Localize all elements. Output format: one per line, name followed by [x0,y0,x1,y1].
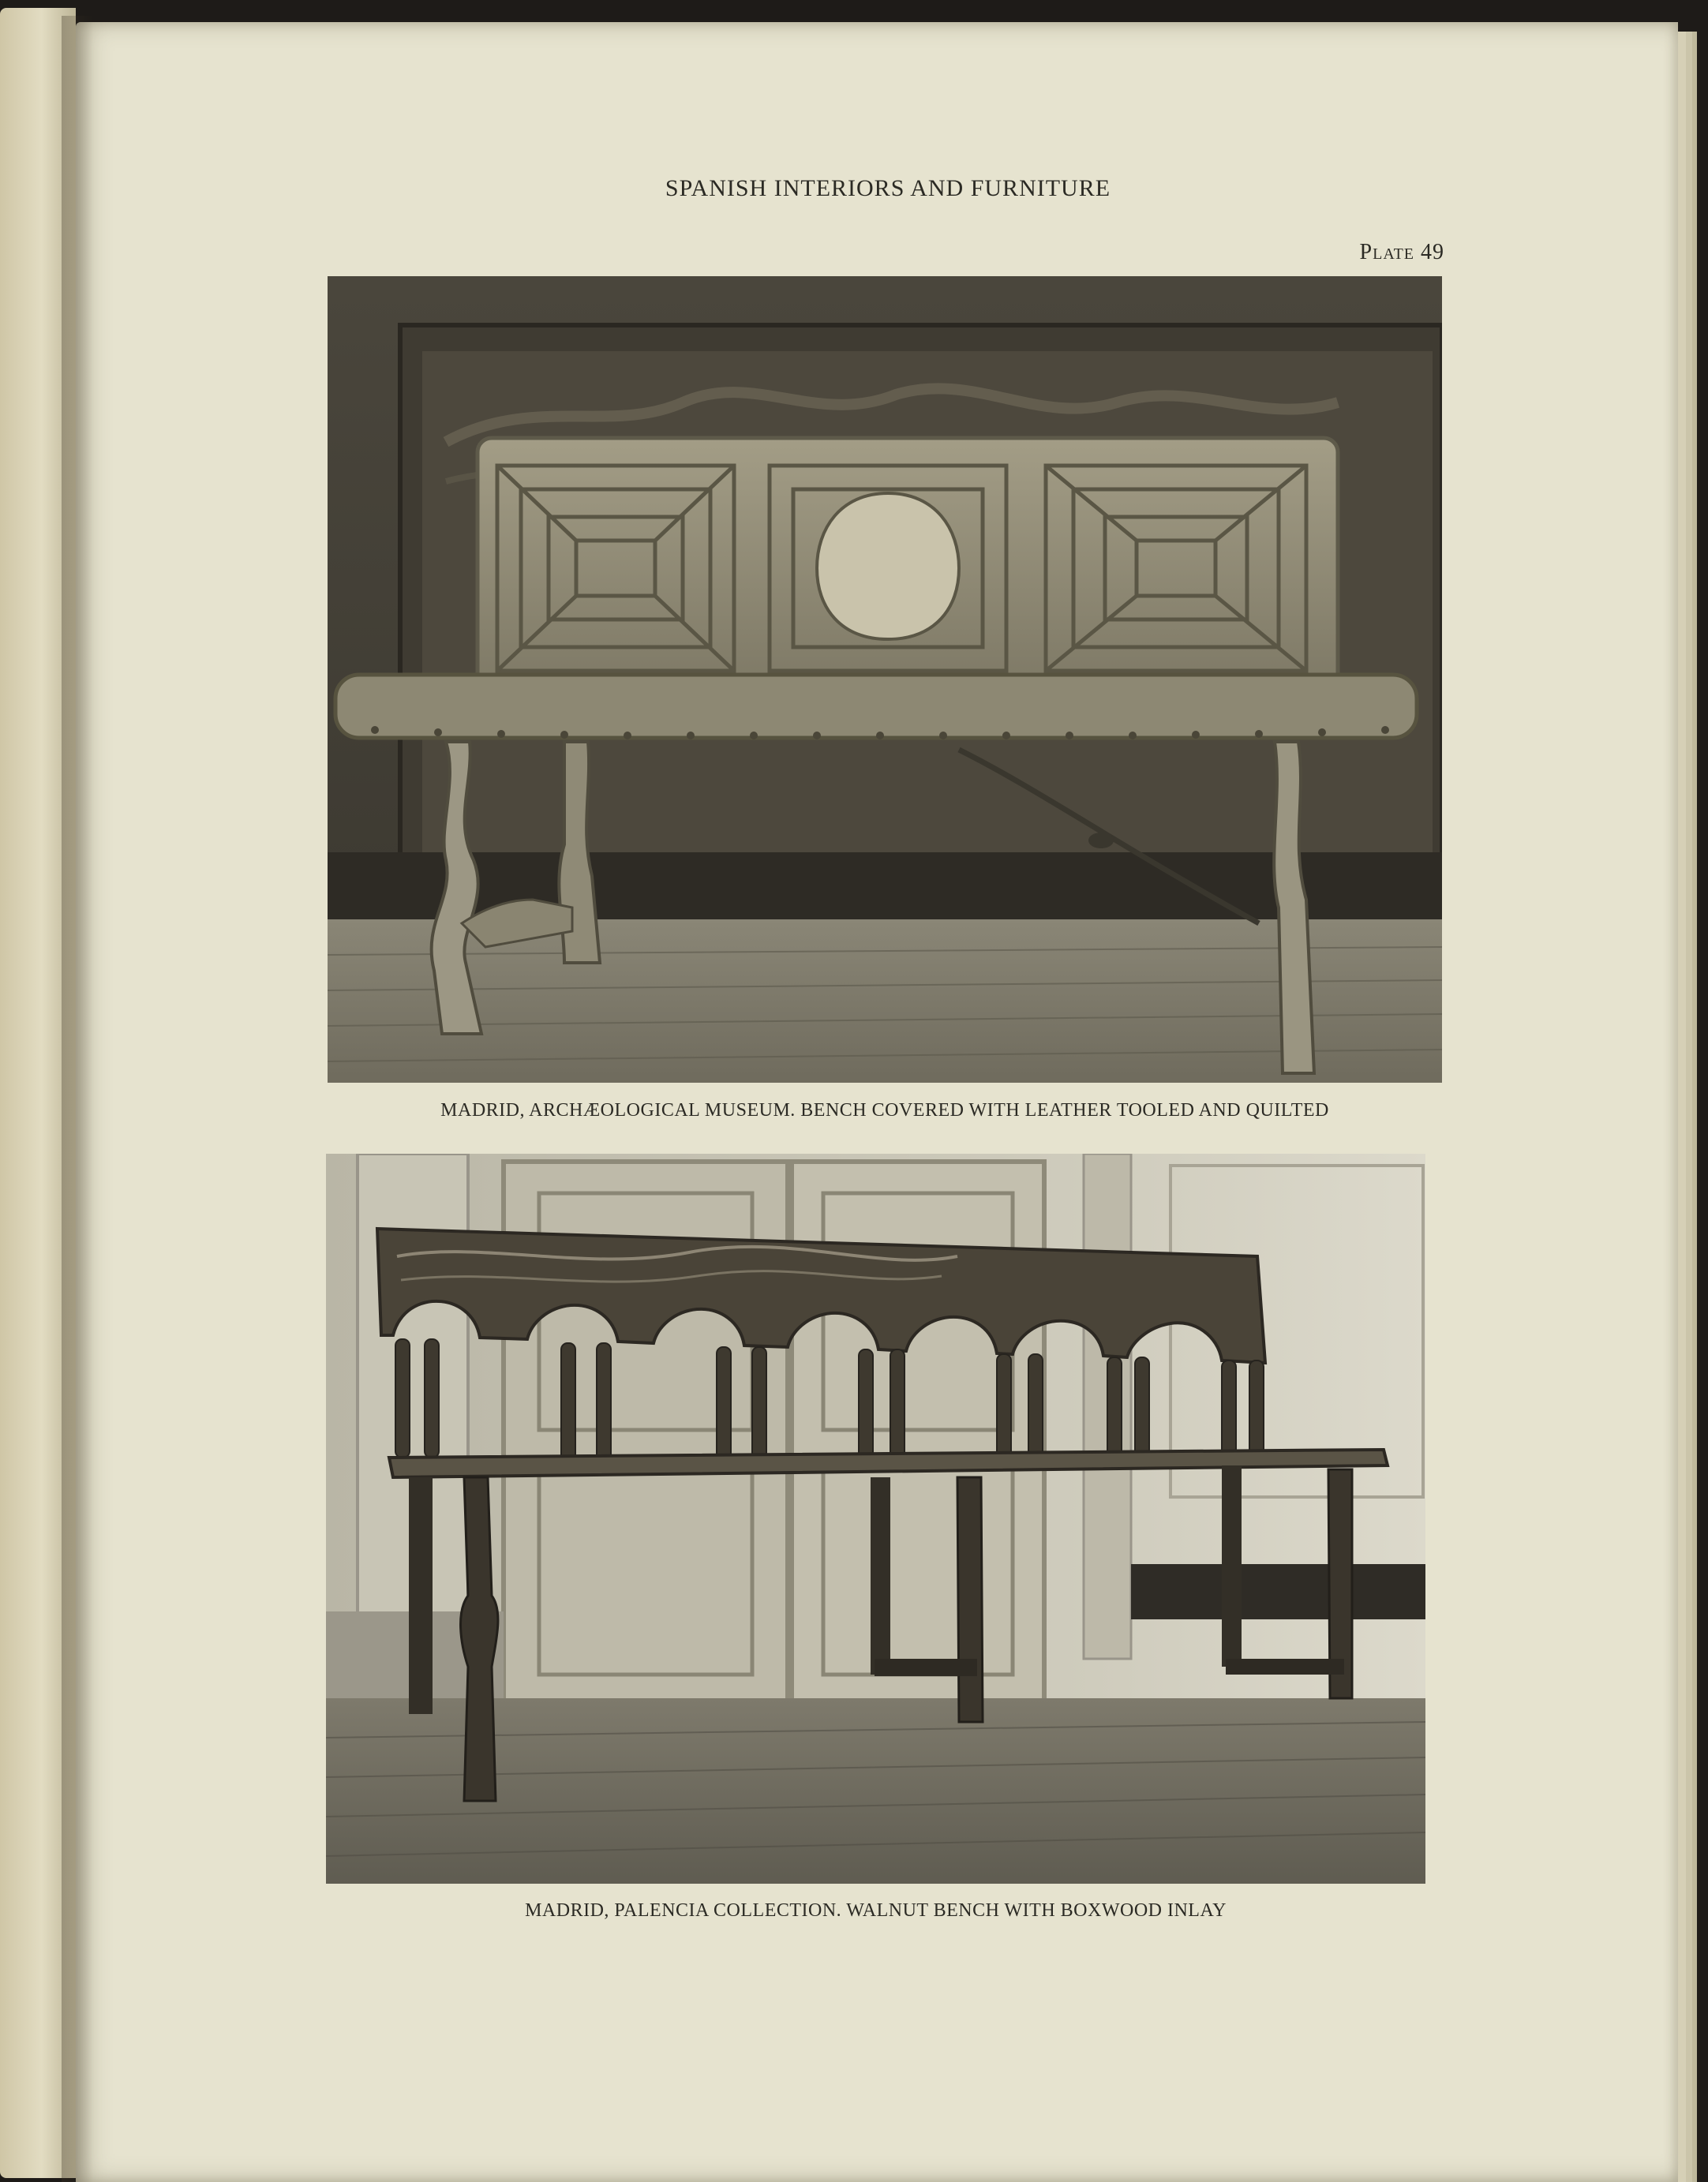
page-edge [1692,32,1697,2182]
book-gutter-shadow [62,16,93,2182]
photo-walnut-bench [326,1154,1425,1884]
photo-leather-bench [328,276,1442,1083]
page-edge [1686,32,1692,2182]
plate-number: Plate 49 [1359,240,1444,264]
plate-caption: MADRID, ARCHÆOLOGICAL MUSEUM. BENCH COVERED WITH LEATHER TOOLED AND QUILTED [440,1100,1329,1121]
page-edge [1678,32,1686,2182]
plate-caption: MADRID, PALENCIA COLLECTION. WALNUT BENCH WITH BOXWOOD INLAY [525,1900,1227,1921]
running-head: SPANISH INTERIORS AND FURNITURE [665,175,1111,201]
